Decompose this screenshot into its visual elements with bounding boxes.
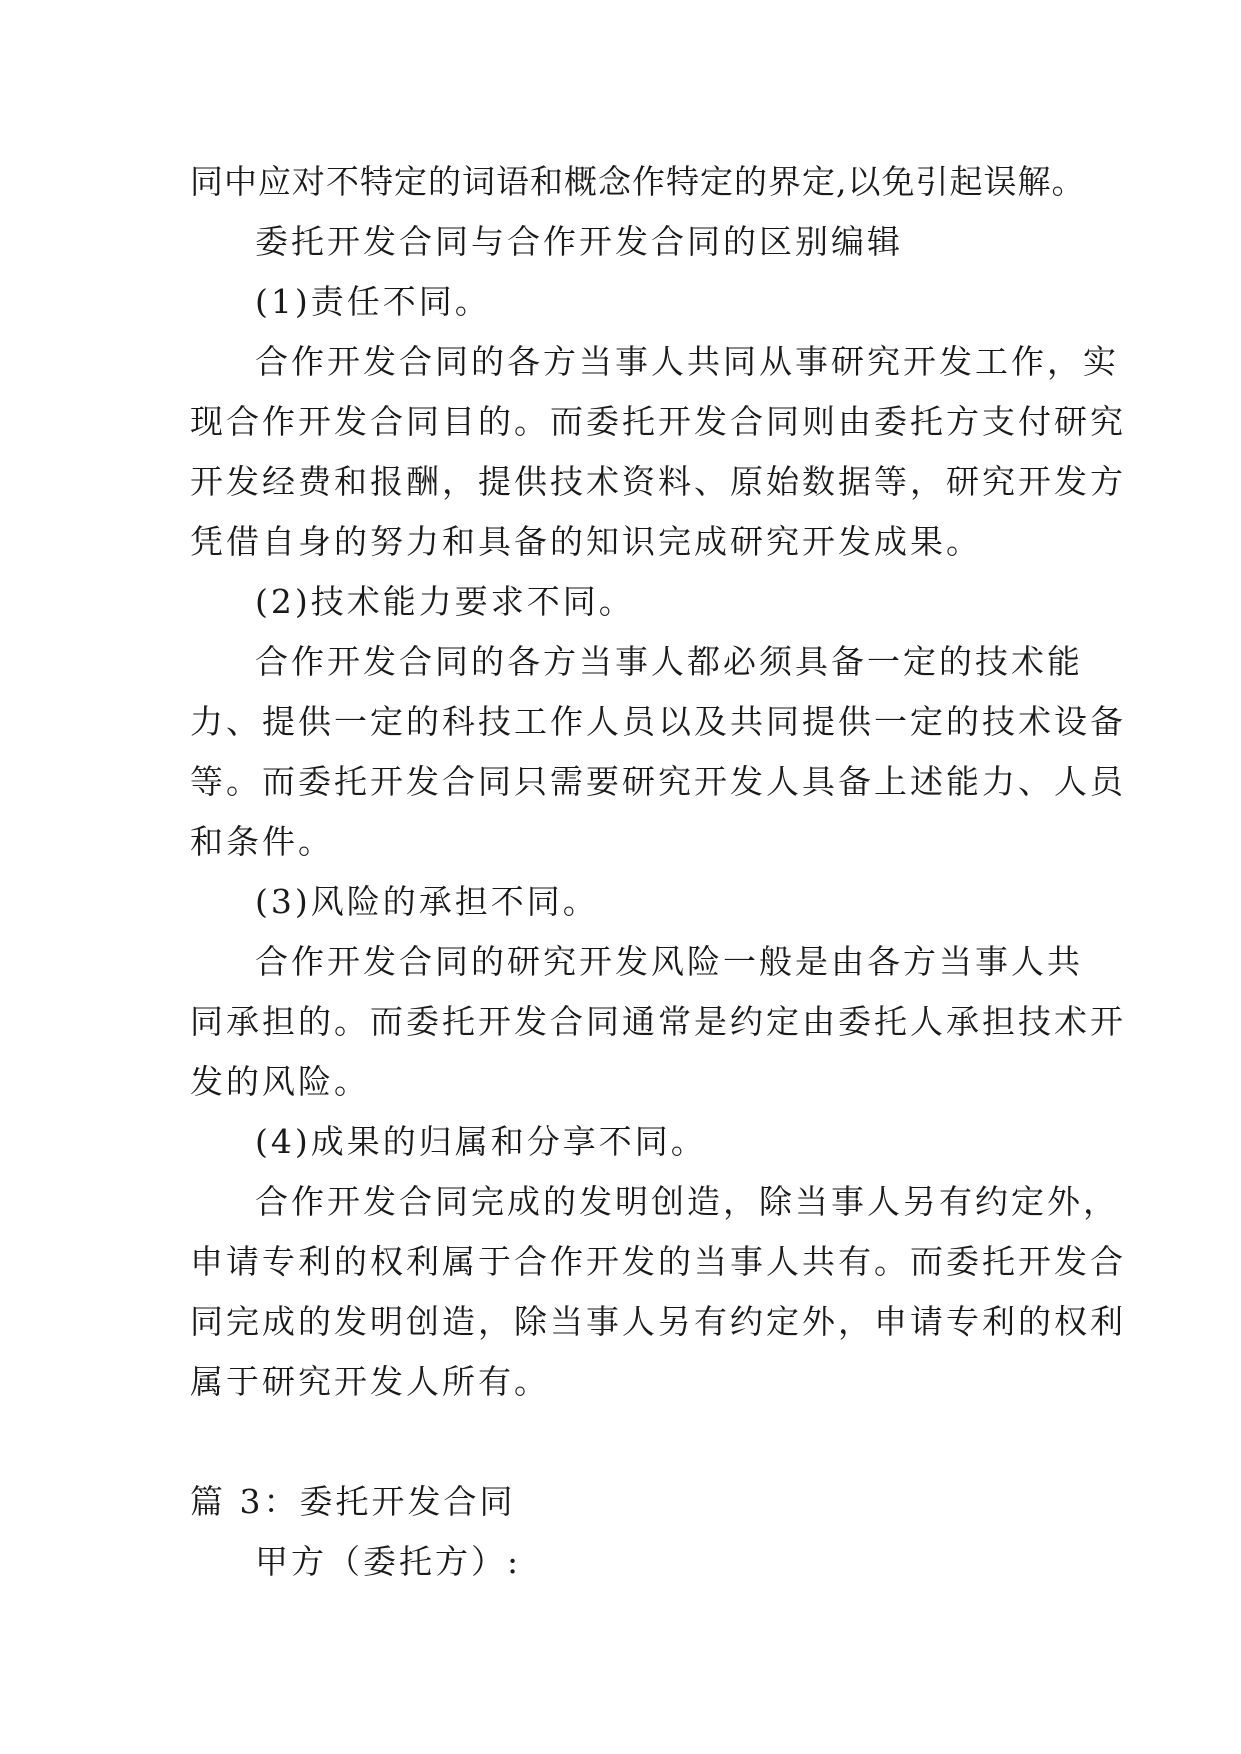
paragraph-line: 属于研究开发人所有。 — [190, 1362, 550, 1401]
subheading-item-1: (1)责任不同。 — [255, 282, 491, 321]
paragraph-line: 合作开发合同的各方当事人都必须具备一定的技术能 — [255, 642, 1083, 681]
paragraph-line: 力、提供一定的科技工作人员以及共同提供一定的技术设备 — [190, 702, 1126, 741]
paragraph-line: 同完成的发明创造，除当事人另有约定外，申请专利的权利 — [190, 1302, 1126, 1341]
paragraph-line: 合作开发合同的研究开发风险一般是由各方当事人共 — [255, 942, 1083, 981]
paragraph-line: 发的风险。 — [190, 1062, 370, 1101]
paragraph-line: 等。而委托开发合同只需要研究开发人具备上述能力、人员 — [190, 762, 1126, 801]
paragraph-line: 现合作开发合同目的。而委托开发合同则由委托方支付研究 — [190, 402, 1126, 441]
subheading-item-2: (2)技术能力要求不同。 — [255, 582, 635, 621]
paragraph-line: 合作开发合同完成的发明创造，除当事人另有约定外， — [255, 1182, 1119, 1221]
paragraph-line: 开发经费和报酬，提供技术资料、原始数据等，研究开发方 — [190, 462, 1126, 501]
paragraph-line: 和条件。 — [190, 822, 334, 861]
party-a-label: 甲方（委托方）: — [255, 1542, 522, 1581]
subheading-item-4: (4)成果的归属和分享不同。 — [255, 1122, 707, 1161]
paragraph-line: 合作开发合同的各方当事人共同从事研究开发工作，实 — [255, 342, 1119, 381]
paragraph-line: 凭借自身的努力和具备的知识完成研究开发成果。 — [190, 522, 982, 561]
paragraph-line: 申请专利的权利属于合作开发的当事人共有。而委托开发合 — [190, 1242, 1126, 1281]
paragraph-line: 同承担的。而委托开发合同通常是约定由委托人承担技术开 — [190, 1002, 1126, 1041]
paragraph-line: 同中应对不特定的词语和概念作特定的界定,以免引起误解。 — [190, 162, 1086, 201]
chapter-title: 篇 3：委托开发合同 — [190, 1482, 516, 1521]
subheading-item-3: (3)风险的承担不同。 — [255, 882, 599, 921]
section-heading: 委托开发合同与合作开发合同的区别编辑 — [255, 222, 903, 261]
